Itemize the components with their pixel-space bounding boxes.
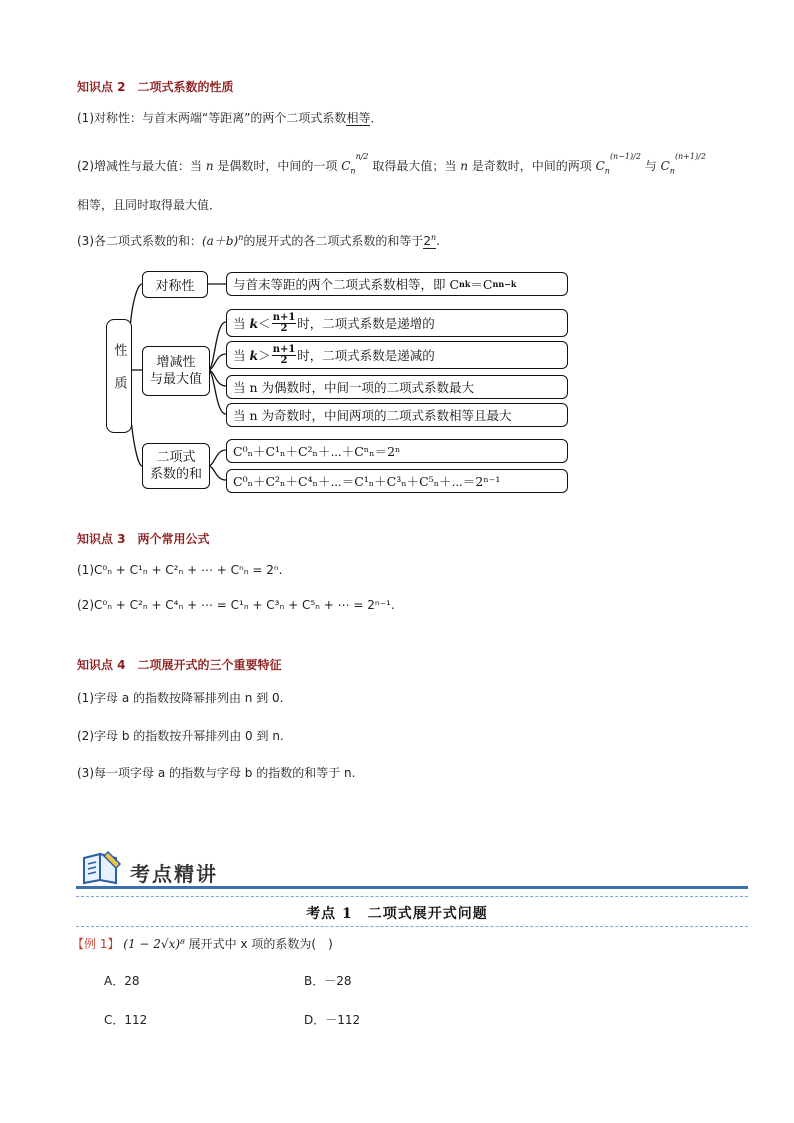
kp4-title: 知识点 4 二项展开式的三个重要特征 (77, 658, 282, 672)
binom-middle-left: $C_n^{(n-1)/2}$ (595, 152, 641, 176)
mindmap-leaf-odd: 当 n 为奇数时，中间两项的二项式系数相等且最大 (226, 403, 568, 427)
option-a[interactable]: A．28 (104, 974, 140, 988)
kp2-item2-cont: 相等，且同时取得最大值． (77, 198, 222, 212)
kp4-item3: (3)每一项字母 a 的指数与字母 b 的指数的和等于 n. (77, 766, 356, 780)
option-c[interactable]: C．112 (104, 1013, 148, 1027)
kp4-item1: (1)字母 a 的指数按降幂排列由 n 到 0. (77, 691, 284, 705)
example-label: 【例 1】 (72, 937, 120, 951)
option-d[interactable]: D．－112 (304, 1013, 361, 1027)
section-title: 考点 1 二项式展开式问题 (306, 906, 488, 922)
mindmap-leaf-decreasing: 当 k ＞ $\frac{n+1}{2}$ 时，二项式系数是递减的 (226, 341, 568, 369)
mindmap-leaf-symmetry: 与首末等距的两个二项式系数相等，即 C n k ＝C n n−k (226, 272, 568, 296)
book-icon (80, 848, 124, 886)
kp2-item1: (1)对称性：与首末两端“等距离”的两个二项式系数相等． (77, 111, 383, 125)
mindmap-branch-symmetry: 对称性 (142, 271, 208, 298)
kp2-item3: (3)各二项式系数的和：$(a+b)^n$的展开式的各二项式系数的和等于2$^n$. (77, 233, 440, 248)
kp2-title: 知识点 2 二项式系数的性质 (77, 80, 234, 94)
kp2-item2: (2)增减性与最大值：当 n 是偶数时，中间的一项 $C_n^{n/2}$ 取得最大值；当 n 是奇数时，中间的两项 $C_n^{(n-1)/2}$ 与 $C_n^{(n+1)/2}$ (77, 152, 706, 176)
example-question-text: 展开式中 x 项的系数为( ) (188, 937, 333, 951)
example1-question (72, 935, 333, 952)
mindmap-leaf-sum-parity: C⁰ₙ＋C²ₙ＋C⁴ₙ＋⋯＝C¹ₙ＋C³ₙ＋C⁵ₙ＋⋯＝2ⁿ⁻¹ (226, 469, 568, 493)
kp4-item2: (2)字母 b 的指数按升幂排列由 0 到 n. (77, 729, 284, 743)
binom-middle-right: $C_n^{(n+1)/2}$ (660, 152, 706, 176)
binom-middle-term: $C_n^{n/2}$ (341, 152, 369, 176)
mindmap-leaf-even: 当 n 为偶数时，中间一项的二项式系数最大 (226, 375, 568, 399)
mindmap-leaf-sum-all: C⁰ₙ＋C¹ₙ＋C²ₙ＋⋯＋Cⁿₙ＝2ⁿ (226, 439, 568, 463)
banner-title: 考点精讲 (130, 862, 218, 886)
kp3-title: 知识点 3 两个常用公式 (77, 532, 210, 546)
section-rule-top (76, 896, 748, 897)
mindmap-root: 性质 (106, 319, 132, 433)
kp3-item2: (2)C⁰ₙ + C²ₙ + C⁴ₙ + ⋯ = C¹ₙ + C³ₙ + C⁵ₙ + ⋯ = 2ⁿ⁻¹. (77, 598, 395, 612)
option-b[interactable]: B．－28 (304, 974, 352, 988)
section-rule-bottom (76, 926, 748, 927)
example-expression: (1 − 2√x)⁸ (123, 937, 185, 951)
mindmap-branch-monotonic: 增减性 与最大值 (142, 346, 210, 396)
mindmap-leaf-increasing: 当 k ＜ $\frac{n+1}{2}$ 时，二项式系数是递增的 (226, 309, 568, 337)
mindmap-branch-sum: 二项式 系数的和 (142, 443, 210, 489)
kp3-item1: (1)C⁰ₙ + C¹ₙ + C²ₙ + ⋯ + Cⁿₙ = 2ⁿ. (77, 563, 283, 577)
banner-rule (76, 886, 748, 889)
